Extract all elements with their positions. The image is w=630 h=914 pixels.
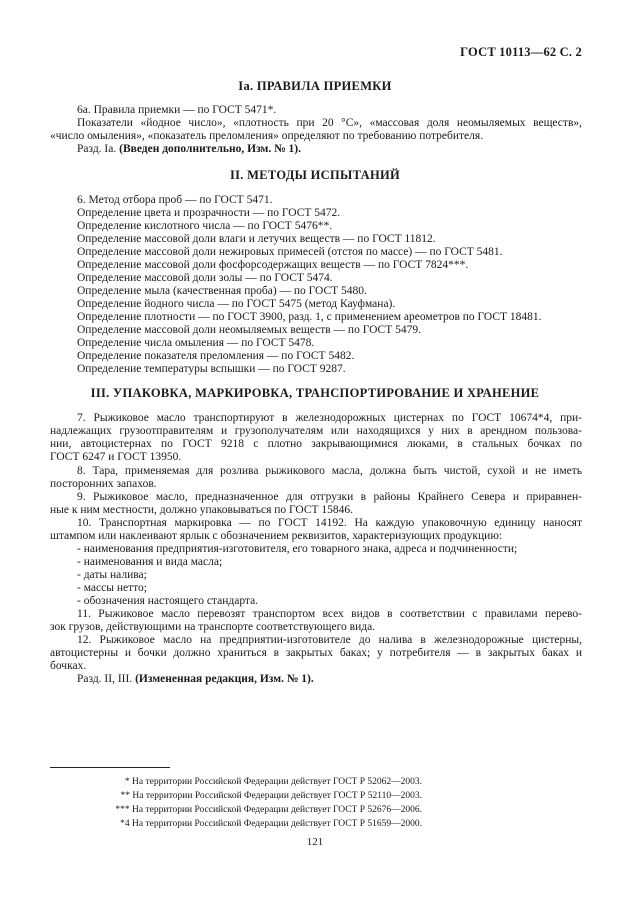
method-line: Определение мыла (качественная проба) — по ГОСТ 5480.	[77, 285, 367, 297]
paragraph-12-end: бочках.	[50, 660, 87, 672]
paragraph-7-end: ГОСТ 6247 и ГОСТ 13950.	[50, 451, 182, 463]
method-line: Определение массовой доли золы — по ГОСТ 5474.	[77, 272, 333, 284]
paragraph-11-end: зок грузов, действующими на транспорте соответствующего вида.	[50, 621, 376, 633]
paragraph-10-cont: штампом или наклеивают ярлык с обозначением реквизитов, характеризующих продукцию:	[50, 530, 503, 542]
method-line: Определение кислотного числа — по ГОСТ 5476**.	[77, 220, 333, 232]
footnote: *4 На территории Российской Федерации действует ГОСТ Р 51659—2000.	[120, 819, 422, 829]
method-line: 6. Метод отбора проб — по ГОСТ 5471.	[77, 194, 273, 206]
paragraph-9: 9. Рыжиковое масло, предназначенное для отгрузки в районы Крайнего Севера и приравнен-	[77, 491, 582, 503]
paragraph-6a: 6а. Правила приемки — по ГОСТ 5471*.	[77, 104, 277, 116]
section-note-ii-iii: Разд. II, III. (Измененная редакция, Изм. № 1).	[77, 673, 314, 685]
section-title-packaging: III. УПАКОВКА, МАРКИРОВКА, ТРАНСПОРТИРОВАНИЕ И ХРАНЕНИЕ	[90, 386, 540, 400]
list-item: - обозначения настоящего стандарта.	[77, 595, 259, 607]
method-line: Определение массовой доли неомыляемых веществ — по ГОСТ 5479.	[77, 324, 421, 336]
paragraph-indicators: Показатели «йодное число», «плотность при 20 °С», «массовая доля неомыляемых веществ»,	[77, 117, 582, 129]
paragraph-9-end: ные к ним местности, должно упаковываться по ГОСТ 15846.	[50, 504, 354, 516]
method-line: Определение йодного числа — по ГОСТ 5475 (метод Кауфмана).	[77, 298, 396, 310]
section-title-methods: II. МЕТОДЫ ИСПЫТАНИЙ	[229, 168, 401, 182]
method-line: Определение показателя преломления — по ГОСТ 5482.	[77, 350, 355, 362]
method-line: Определение числа омыления — по ГОСТ 5478.	[77, 337, 315, 349]
list-item: - наименования и вида масла;	[77, 556, 223, 568]
paragraph-12: 12. Рыжиковое масло на предприятии-изготовителе до налива в железнодорожные цистерны,	[77, 634, 582, 646]
running-header: ГОСТ 10113—62 С. 2	[460, 45, 582, 59]
method-line: Определение плотности — по ГОСТ 3900, разд. 1, с применением ареометров по ГОСТ 18481.	[77, 311, 542, 323]
method-line: Определение массовой доли влаги и летучих веществ — по ГОСТ 11812.	[77, 233, 436, 245]
list-item: - даты налива;	[77, 569, 147, 581]
paragraph-11: 11. Рыжиковое масло перевозят транспортом всех видов в соответствии с правилами перево-	[77, 608, 582, 620]
method-line: Определение цвета и прозрачности — по ГОСТ 5472.	[77, 207, 341, 219]
paragraph-7-cont: нии, автоцистернах по ГОСТ 9218 с плотно закрывающимися люками, в стальных бочках по	[50, 438, 582, 450]
paragraph-10: 10. Транспортная маркировка — по ГОСТ 14192. На каждую упаковочную единицу наносят	[77, 517, 582, 529]
footnote: *** На территории Российской Федерации действует ГОСТ Р 52676—2006.	[115, 805, 422, 815]
paragraph-indicators-cont: «число омыления», «показатель преломления» определяют по требованию потребителя.	[50, 130, 484, 142]
page-number: 121	[306, 836, 324, 848]
method-line: Определение массовой доли нежировых примесей (отстоя по массе) — по ГОСТ 5481.	[77, 246, 503, 258]
section-title-acceptance: Ia. ПРАВИЛА ПРИЕМКИ	[238, 79, 392, 93]
paragraph-8-end: посторонних запахов.	[50, 478, 157, 490]
footnote: ** На территории Российской Федерации действует ГОСТ Р 52110—2003.	[120, 791, 422, 801]
footnote: * На территории Российской Федерации действует ГОСТ Р 52062—2003.	[124, 777, 422, 787]
list-item: - массы нетто;	[77, 582, 147, 594]
list-item: - наименования предприятия-изготовителя, его товарного знака, адреса и подчиненности;	[77, 543, 518, 555]
paragraph-12-cont: автоцистерны и бочки должно храниться в закрытых баках; у потребителя — в закрытых баках и	[50, 647, 582, 659]
method-line: Определение массовой доли фосфорсодержащих веществ — по ГОСТ 7824***.	[77, 259, 469, 271]
paragraph-7-cont: надлежащих грузоотправителям и грузополучателям или находящихся у них в арендном пользова-	[50, 425, 582, 437]
method-line: Определение температуры вспышки — по ГОСТ 9287.	[77, 363, 346, 375]
paragraph-7: 7. Рыжиковое масло транспортируют в железнодорожных цистернах по ГОСТ 10674*4, при-	[77, 412, 582, 424]
footnote-rule	[50, 767, 170, 768]
paragraph-8: 8. Тара, применяемая для розлива рыжикового масла, должна быть чистой, сухой и не иметь	[77, 465, 582, 477]
section-note-ia: Разд. Ia. (Введен дополнительно, Изм. № 1).	[77, 143, 301, 155]
